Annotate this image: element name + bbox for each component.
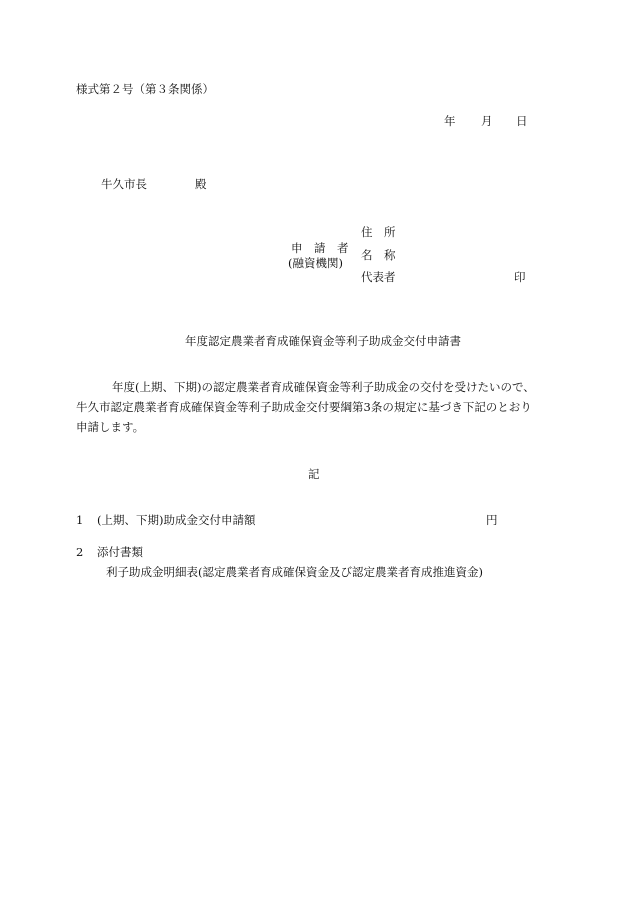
date-day: 日 (516, 114, 528, 128)
name-label: 名 称 (361, 248, 396, 262)
representative-label: 代表者 (361, 270, 396, 284)
item-1-unit: 円 (486, 513, 498, 527)
date-month: 月 (481, 114, 493, 128)
addressee-name: 牛久市長 (101, 177, 147, 191)
body-paragraph (76, 377, 556, 437)
body-line-1: 年度(上期、下期)の認定農業者育成確保資金等利子助成金の交付を受けたいので、 (112, 380, 535, 394)
item-1-number: 1 (76, 513, 84, 527)
seal-mark: 印 (514, 270, 526, 284)
form-number: 様式第２号（第３条関係） (76, 82, 214, 96)
item-2-detail: 利子助成金明細表(認定農業者育成確保資金及び認定農業者育成推進資金) (106, 565, 483, 579)
date-year: 年 (444, 114, 456, 128)
addressee-honorific: 殿 (195, 177, 207, 191)
applicant-institution: (融資機関) (288, 256, 343, 270)
item-1-label: (上期、下期)助成金交付申請額 (97, 513, 256, 527)
address-label: 住 所 (361, 225, 396, 239)
item-2-number: 2 (76, 545, 84, 559)
body-line-2: 牛久市認定農業者育成確保資金等利子助成金交付要綱第3条の規定に基づき下記のとおり (76, 400, 532, 414)
item-2-label: 添付書類 (97, 545, 143, 559)
document-title: 年度認定農業者育成確保資金等利子助成金交付申請書 (185, 334, 461, 348)
body-line-3: 申請します。 (76, 420, 145, 434)
ki-heading: 記 (308, 467, 320, 481)
applicant-role: 申 請 者 (291, 241, 349, 255)
